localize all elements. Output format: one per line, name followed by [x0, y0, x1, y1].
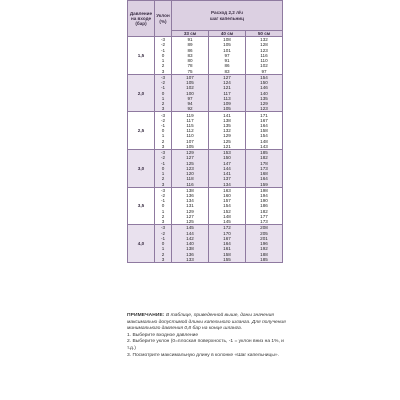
length-40-cell: 113 [209, 96, 246, 101]
length-40-cell: 97 [209, 53, 246, 58]
length-33-cell: 119 [172, 112, 209, 118]
length-40-cell: 155 [209, 257, 246, 263]
length-33-cell: 125 [172, 219, 209, 225]
length-50-cell: 173 [246, 166, 283, 171]
length-40-cell: 144 [209, 166, 246, 171]
length-50-cell: 196 [246, 241, 283, 246]
length-50-cell: 208 [246, 225, 283, 231]
length-40-cell: 161 [209, 246, 246, 251]
length-40-cell: 105 [209, 106, 246, 112]
length-50-cell: 171 [246, 112, 283, 118]
slope-cell: -2 [155, 231, 172, 236]
slope-cell: -2 [155, 42, 172, 47]
length-40-cell: 101 [209, 48, 246, 53]
length-33-cell: 138 [172, 187, 209, 193]
length-40-cell: 138 [209, 118, 246, 123]
slope-cell: 3 [155, 106, 172, 112]
slope-cell: 1 [155, 209, 172, 214]
pressure-cell: 2,5 [128, 112, 155, 150]
length-33-cell: 127 [172, 214, 209, 219]
length-33-cell: 120 [172, 171, 209, 176]
length-50-cell: 173 [246, 219, 283, 225]
length-33-cell: 105 [172, 144, 209, 150]
length-33-cell: 129 [172, 150, 209, 156]
length-50-cell: 110 [246, 58, 283, 63]
length-50-cell: 132 [246, 37, 283, 43]
length-50-cell: 194 [246, 193, 283, 198]
length-33-cell: 136 [172, 193, 209, 198]
slope-cell: -3 [155, 150, 172, 156]
length-50-cell: 146 [246, 85, 283, 90]
length-40-cell: 127 [209, 74, 246, 80]
length-50-cell: 192 [246, 246, 283, 251]
slope-cell: 2 [155, 101, 172, 106]
slope-cell: 1 [155, 171, 172, 176]
length-50-cell: 135 [246, 96, 283, 101]
length-33-cell: 92 [172, 106, 209, 112]
length-50-cell: 158 [246, 128, 283, 133]
length-40-cell: 141 [209, 171, 246, 176]
slope-cell: -3 [155, 74, 172, 80]
slope-cell: -1 [155, 161, 172, 166]
length-40-cell: 121 [209, 144, 246, 150]
length-33-cell: 134 [172, 198, 209, 203]
length-40-cell: 83 [209, 69, 246, 75]
length-33-cell: 89 [172, 42, 209, 47]
length-40-cell: 147 [209, 161, 246, 166]
length-40-cell: 117 [209, 91, 246, 96]
length-33-cell: 116 [172, 182, 209, 188]
col-header-40: 40 см [209, 31, 246, 37]
length-40-cell: 132 [209, 128, 246, 133]
flow-header-title: Расход 2,2 л/ч [211, 10, 243, 16]
length-50-cell: 116 [246, 53, 283, 58]
length-50-cell: 150 [246, 80, 283, 85]
length-50-cell: 188 [246, 252, 283, 257]
slope-cell: 1 [155, 58, 172, 63]
length-50-cell: 123 [246, 48, 283, 53]
length-40-cell: 86 [209, 63, 246, 68]
length-50-cell: 205 [246, 231, 283, 236]
slope-cell: 1 [155, 246, 172, 251]
length-40-cell: 109 [209, 101, 246, 106]
length-40-cell: 121 [209, 85, 246, 90]
length-33-cell: 140 [172, 241, 209, 246]
length-33-cell: 125 [172, 161, 209, 166]
length-33-cell: 107 [172, 139, 209, 144]
length-33-cell: 123 [172, 166, 209, 171]
table-body [128, 37, 283, 263]
note-heading: ПРИМЕЧАНИЕ: [127, 313, 165, 318]
length-50-cell: 198 [246, 187, 283, 193]
length-33-cell: 75 [172, 69, 209, 75]
length-33-cell: 131 [172, 203, 209, 208]
length-40-cell: 163 [209, 187, 246, 193]
col-header-33: 33 см [172, 31, 209, 37]
length-33-cell: 138 [172, 246, 209, 251]
slope-cell: 2 [155, 63, 172, 68]
slope-cell: 0 [155, 53, 172, 58]
length-33-cell: 83 [172, 53, 209, 58]
slope-header: Уклон (%) [155, 1, 172, 37]
note-intro [127, 313, 287, 333]
length-40-cell: 153 [209, 150, 246, 156]
length-40-cell: 158 [209, 252, 246, 257]
slope-cell: 0 [155, 91, 172, 96]
length-40-cell: 137 [209, 176, 246, 181]
note-step-2: 2. Выберите уклон (0=плоская поверхность, -1 = уклон вниз на 1%, и т.д.) [127, 339, 284, 351]
length-33-cell: 94 [172, 101, 209, 106]
length-50-cell: 128 [246, 42, 283, 47]
length-50-cell: 182 [246, 155, 283, 160]
length-40-cell: 145 [209, 219, 246, 225]
slope-cell: 2 [155, 176, 172, 181]
spacing-header-title: шаг капельниц [210, 15, 244, 21]
length-50-cell: 140 [246, 91, 283, 96]
pressure-cell: 3,5 [128, 187, 155, 225]
slope-cell: 3 [155, 182, 172, 188]
length-50-cell: 143 [246, 144, 283, 150]
length-40-cell: 91 [209, 58, 246, 63]
length-50-cell: 178 [246, 161, 283, 166]
length-40-cell: 125 [209, 139, 246, 144]
pressure-header: Давление на входе (бар) [128, 1, 155, 37]
length-33-cell: 97 [172, 96, 209, 101]
length-40-cell: 154 [209, 203, 246, 208]
length-33-cell: 142 [172, 236, 209, 241]
length-33-cell: 129 [172, 209, 209, 214]
length-50-cell: 154 [246, 74, 283, 80]
slope-cell: 3 [155, 69, 172, 75]
slope-cell: 3 [155, 144, 172, 150]
slope-cell: 1 [155, 96, 172, 101]
length-33-cell: 102 [172, 85, 209, 90]
length-40-cell: 124 [209, 80, 246, 85]
length-40-cell: 148 [209, 214, 246, 219]
length-33-cell: 86 [172, 48, 209, 53]
length-50-cell: 129 [246, 101, 283, 106]
slope-cell: -1 [155, 123, 172, 128]
slope-cell: 3 [155, 257, 172, 263]
note-step-1: 1. Выберите входное давление [127, 332, 199, 338]
slope-cell: -3 [155, 112, 172, 118]
length-40-cell: 129 [209, 133, 246, 138]
length-40-cell: 157 [209, 198, 246, 203]
slope-cell: 0 [155, 166, 172, 171]
slope-cell: 1 [155, 133, 172, 138]
length-50-cell: 201 [246, 236, 283, 241]
pressure-cell: 1,5 [128, 37, 155, 75]
flow-header [172, 1, 283, 31]
slope-cell: -1 [155, 198, 172, 203]
length-40-cell: 160 [209, 193, 246, 198]
length-50-cell: 123 [246, 106, 283, 112]
slope-cell: -3 [155, 187, 172, 193]
length-50-cell: 177 [246, 214, 283, 219]
length-40-cell: 108 [209, 37, 246, 43]
note-intro-text: В таблице, приведенной выше, даны значения максимально допустимой длины капельного шланга. Для получения минимального давления 0,8 бар на конце шланга. [127, 313, 286, 332]
length-40-cell: 141 [209, 112, 246, 118]
length-33-cell: 127 [172, 155, 209, 160]
length-50-cell: 185 [246, 257, 283, 263]
length-33-cell: 112 [172, 128, 209, 133]
length-33-cell: 80 [172, 58, 209, 63]
length-table-sheet [127, 0, 282, 309]
slope-cell: 0 [155, 241, 172, 246]
length-50-cell: 154 [246, 133, 283, 138]
length-50-cell: 164 [246, 123, 283, 128]
length-50-cell: 148 [246, 139, 283, 144]
length-40-cell: 134 [209, 182, 246, 188]
slope-cell: -1 [155, 48, 172, 53]
length-33-cell: 115 [172, 123, 209, 128]
length-50-cell: 164 [246, 176, 283, 181]
length-50-cell: 186 [246, 203, 283, 208]
length-50-cell: 182 [246, 209, 283, 214]
length-50-cell: 167 [246, 118, 283, 123]
slope-cell: 2 [155, 252, 172, 257]
pressure-cell: 4,0 [128, 225, 155, 263]
length-50-cell: 97 [246, 69, 283, 75]
slope-cell: -2 [155, 193, 172, 198]
length-40-cell: 164 [209, 241, 246, 246]
slope-cell: 3 [155, 219, 172, 225]
slope-cell: -1 [155, 236, 172, 241]
slope-cell: -1 [155, 85, 172, 90]
slope-cell: -3 [155, 225, 172, 231]
length-33-cell: 117 [172, 118, 209, 123]
length-33-cell: 118 [172, 176, 209, 181]
length-33-cell: 144 [172, 231, 209, 236]
slope-cell: -2 [155, 155, 172, 160]
length-33-cell: 107 [172, 74, 209, 80]
slope-cell: 0 [155, 203, 172, 208]
length-40-cell: 152 [209, 209, 246, 214]
slope-cell: -2 [155, 118, 172, 123]
length-50-cell: 190 [246, 198, 283, 203]
length-33-cell: 110 [172, 133, 209, 138]
slope-cell: 0 [155, 128, 172, 133]
length-33-cell: 100 [172, 91, 209, 96]
note-step-3: 3. Посмотрите максимальную длину в колонке «Шаг капельницы». [127, 352, 279, 358]
length-33-cell: 105 [172, 80, 209, 85]
pressure-cell: 2,0 [128, 74, 155, 112]
length-40-cell: 135 [209, 123, 246, 128]
length-50-cell: 102 [246, 63, 283, 68]
length-33-cell: 78 [172, 63, 209, 68]
length-40-cell: 167 [209, 236, 246, 241]
slope-cell: 2 [155, 214, 172, 219]
length-40-cell: 172 [209, 225, 246, 231]
max-length-table [127, 0, 283, 263]
length-40-cell: 170 [209, 231, 246, 236]
length-50-cell: 185 [246, 150, 283, 156]
length-33-cell: 91 [172, 37, 209, 43]
col-header-50: 50 см [246, 31, 283, 37]
length-40-cell: 150 [209, 155, 246, 160]
length-50-cell: 159 [246, 182, 283, 188]
slope-cell: -3 [155, 37, 172, 43]
slope-cell: -2 [155, 80, 172, 85]
pressure-cell: 3,0 [128, 150, 155, 188]
length-33-cell: 145 [172, 225, 209, 231]
note-block [127, 313, 287, 359]
slope-cell: 2 [155, 139, 172, 144]
length-40-cell: 105 [209, 42, 246, 47]
length-33-cell: 136 [172, 252, 209, 257]
length-33-cell: 133 [172, 257, 209, 263]
length-50-cell: 168 [246, 171, 283, 176]
